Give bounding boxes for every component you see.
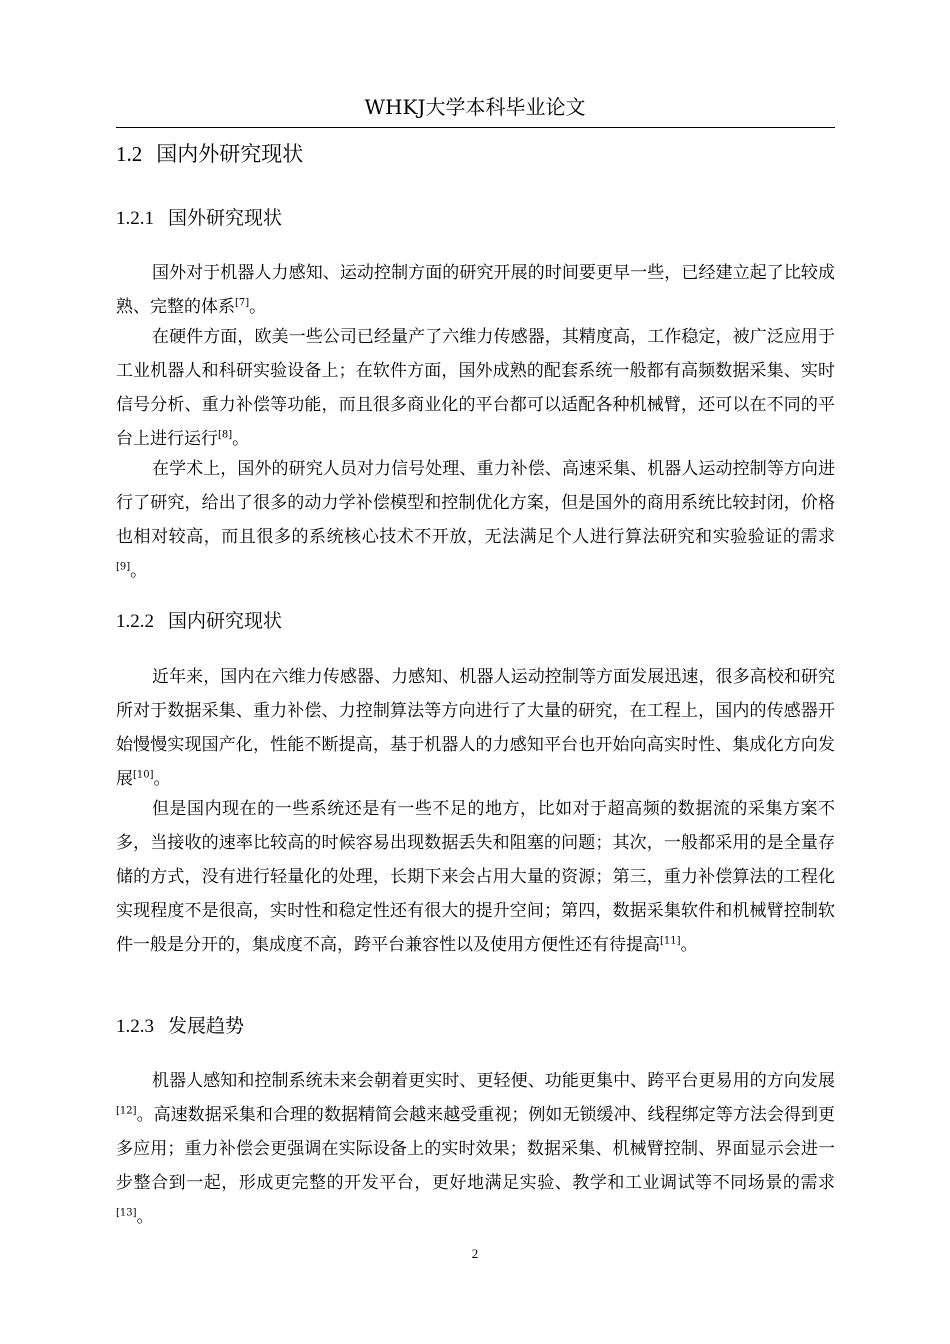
- section-heading: [116, 140, 303, 168]
- paragraph-text: 但是国内现在的一些系统还是有一些不足的地方，比如对于超高频的数据流的采集方案不多，当接收的速率比较高的时候容易出现数据丢失和阻塞的问题；其次，一般都采用的是全量存储的方式，没有进行轻量化的处理，长期下来会占用大量的资源；第三，重力补偿算法的工程化实现程度不是很高，实时性和稳定性还有很大的提升空间；第四，数据采集软件和机械臂控制软件一般是分开的，集成度不高，跨平台兼容性以及使用方便性还有待提高: [116, 799, 835, 955]
- subsection-title: 国内研究现状: [168, 610, 283, 632]
- subsection-number: 1.2.2: [116, 611, 154, 632]
- subsection-heading: [116, 1013, 244, 1040]
- subsection-heading: [116, 608, 282, 635]
- paragraph-end: 。: [136, 1207, 154, 1227]
- subsection-number: 1.2.3: [116, 1016, 154, 1037]
- paragraph: [116, 792, 835, 962]
- page-number: 2: [471, 1246, 479, 1261]
- running-header: WHKJ大学本科毕业论文: [364, 95, 586, 119]
- paragraph-text: 在硬件方面，欧美一些公司已经量产了六维力传感器，其精度高，工作稳定，被广泛应用于工业机器人和科研实验设备上；在软件方面，国外成熟的配套系统一般都有高频数据采集、实时信号分析、重力补偿等功能，而且很多商业化的平台都可以适配各种机械臂，还可以在不同的平台上进行运行: [116, 327, 835, 449]
- subsection-title: 发展趋势: [168, 1015, 245, 1037]
- paragraph-end: 。: [680, 935, 698, 955]
- section-number: 1.2: [116, 142, 143, 166]
- subsection-heading: [116, 205, 282, 232]
- paragraph-text: 国外对于机器人力感知、运动控制方面的研究开展的时间要更早一些，已经建立起了比较成熟、完整的体系: [116, 263, 835, 317]
- citation: [8]: [218, 429, 233, 441]
- section-title: 国内外研究现状: [156, 142, 304, 166]
- paragraph: [116, 452, 835, 588]
- subsection-title: 国外研究现状: [168, 207, 283, 229]
- citation: [13]: [116, 1207, 137, 1219]
- paragraph-text: 机器人感知和控制系统未来会朝着更实时、更轻便、功能更集中、跨平台更易用的方向发展: [152, 1071, 835, 1091]
- paragraph-end: 。: [130, 561, 148, 581]
- subsection-number: 1.2.1: [116, 208, 154, 229]
- citation: [9]: [116, 561, 131, 573]
- paragraph-end: 。: [153, 769, 171, 789]
- header-rule: [116, 127, 835, 128]
- paragraph: [116, 660, 835, 796]
- paragraph: [116, 256, 835, 324]
- paragraph: [116, 320, 835, 456]
- citation: [11]: [660, 935, 681, 947]
- paragraph-text: 近年来，国内在六维力传感器、力感知、机器人运动控制等方面发展迅速，很多高校和研究所对于数据采集、重力补偿、力控制算法等方向进行了大量的研究，在工程上，国内的传感器开始慢慢实现国产化，性能不断提高，基于机器人的力感知平台也开始向高实时性、集成化方向发展: [116, 667, 835, 789]
- paragraph: [116, 1064, 835, 1234]
- citation: [7]: [235, 297, 250, 309]
- citation: [10]: [133, 769, 154, 781]
- paragraph-end: 。: [232, 429, 250, 449]
- paragraph-text: 。高速数据采集和合理的数据精简会越来越受重视；例如无锁缓冲、线程绑定等方法会得到更多应用；重力补偿会更强调在实际设备上的实时效果；数据采集、机械臂控制、界面显示会进一步整合到一起，形成更完整的开发平台，更好地满足实验、教学和工业调试等不同场景的需求: [116, 1105, 835, 1193]
- paragraph-end: 。: [249, 297, 267, 317]
- paragraph-text: 在学术上，国外的研究人员对力信号处理、重力补偿、高速采集、机器人运动控制等方向进行了研究，给出了很多的动力学补偿模型和控制优化方案，但是国外的商用系统比较封闭，价格也相对较高，而且很多的系统核心技术不开放，无法满足个人进行算法研究和实验验证的需求: [116, 459, 835, 547]
- citation: [12]: [116, 1105, 137, 1117]
